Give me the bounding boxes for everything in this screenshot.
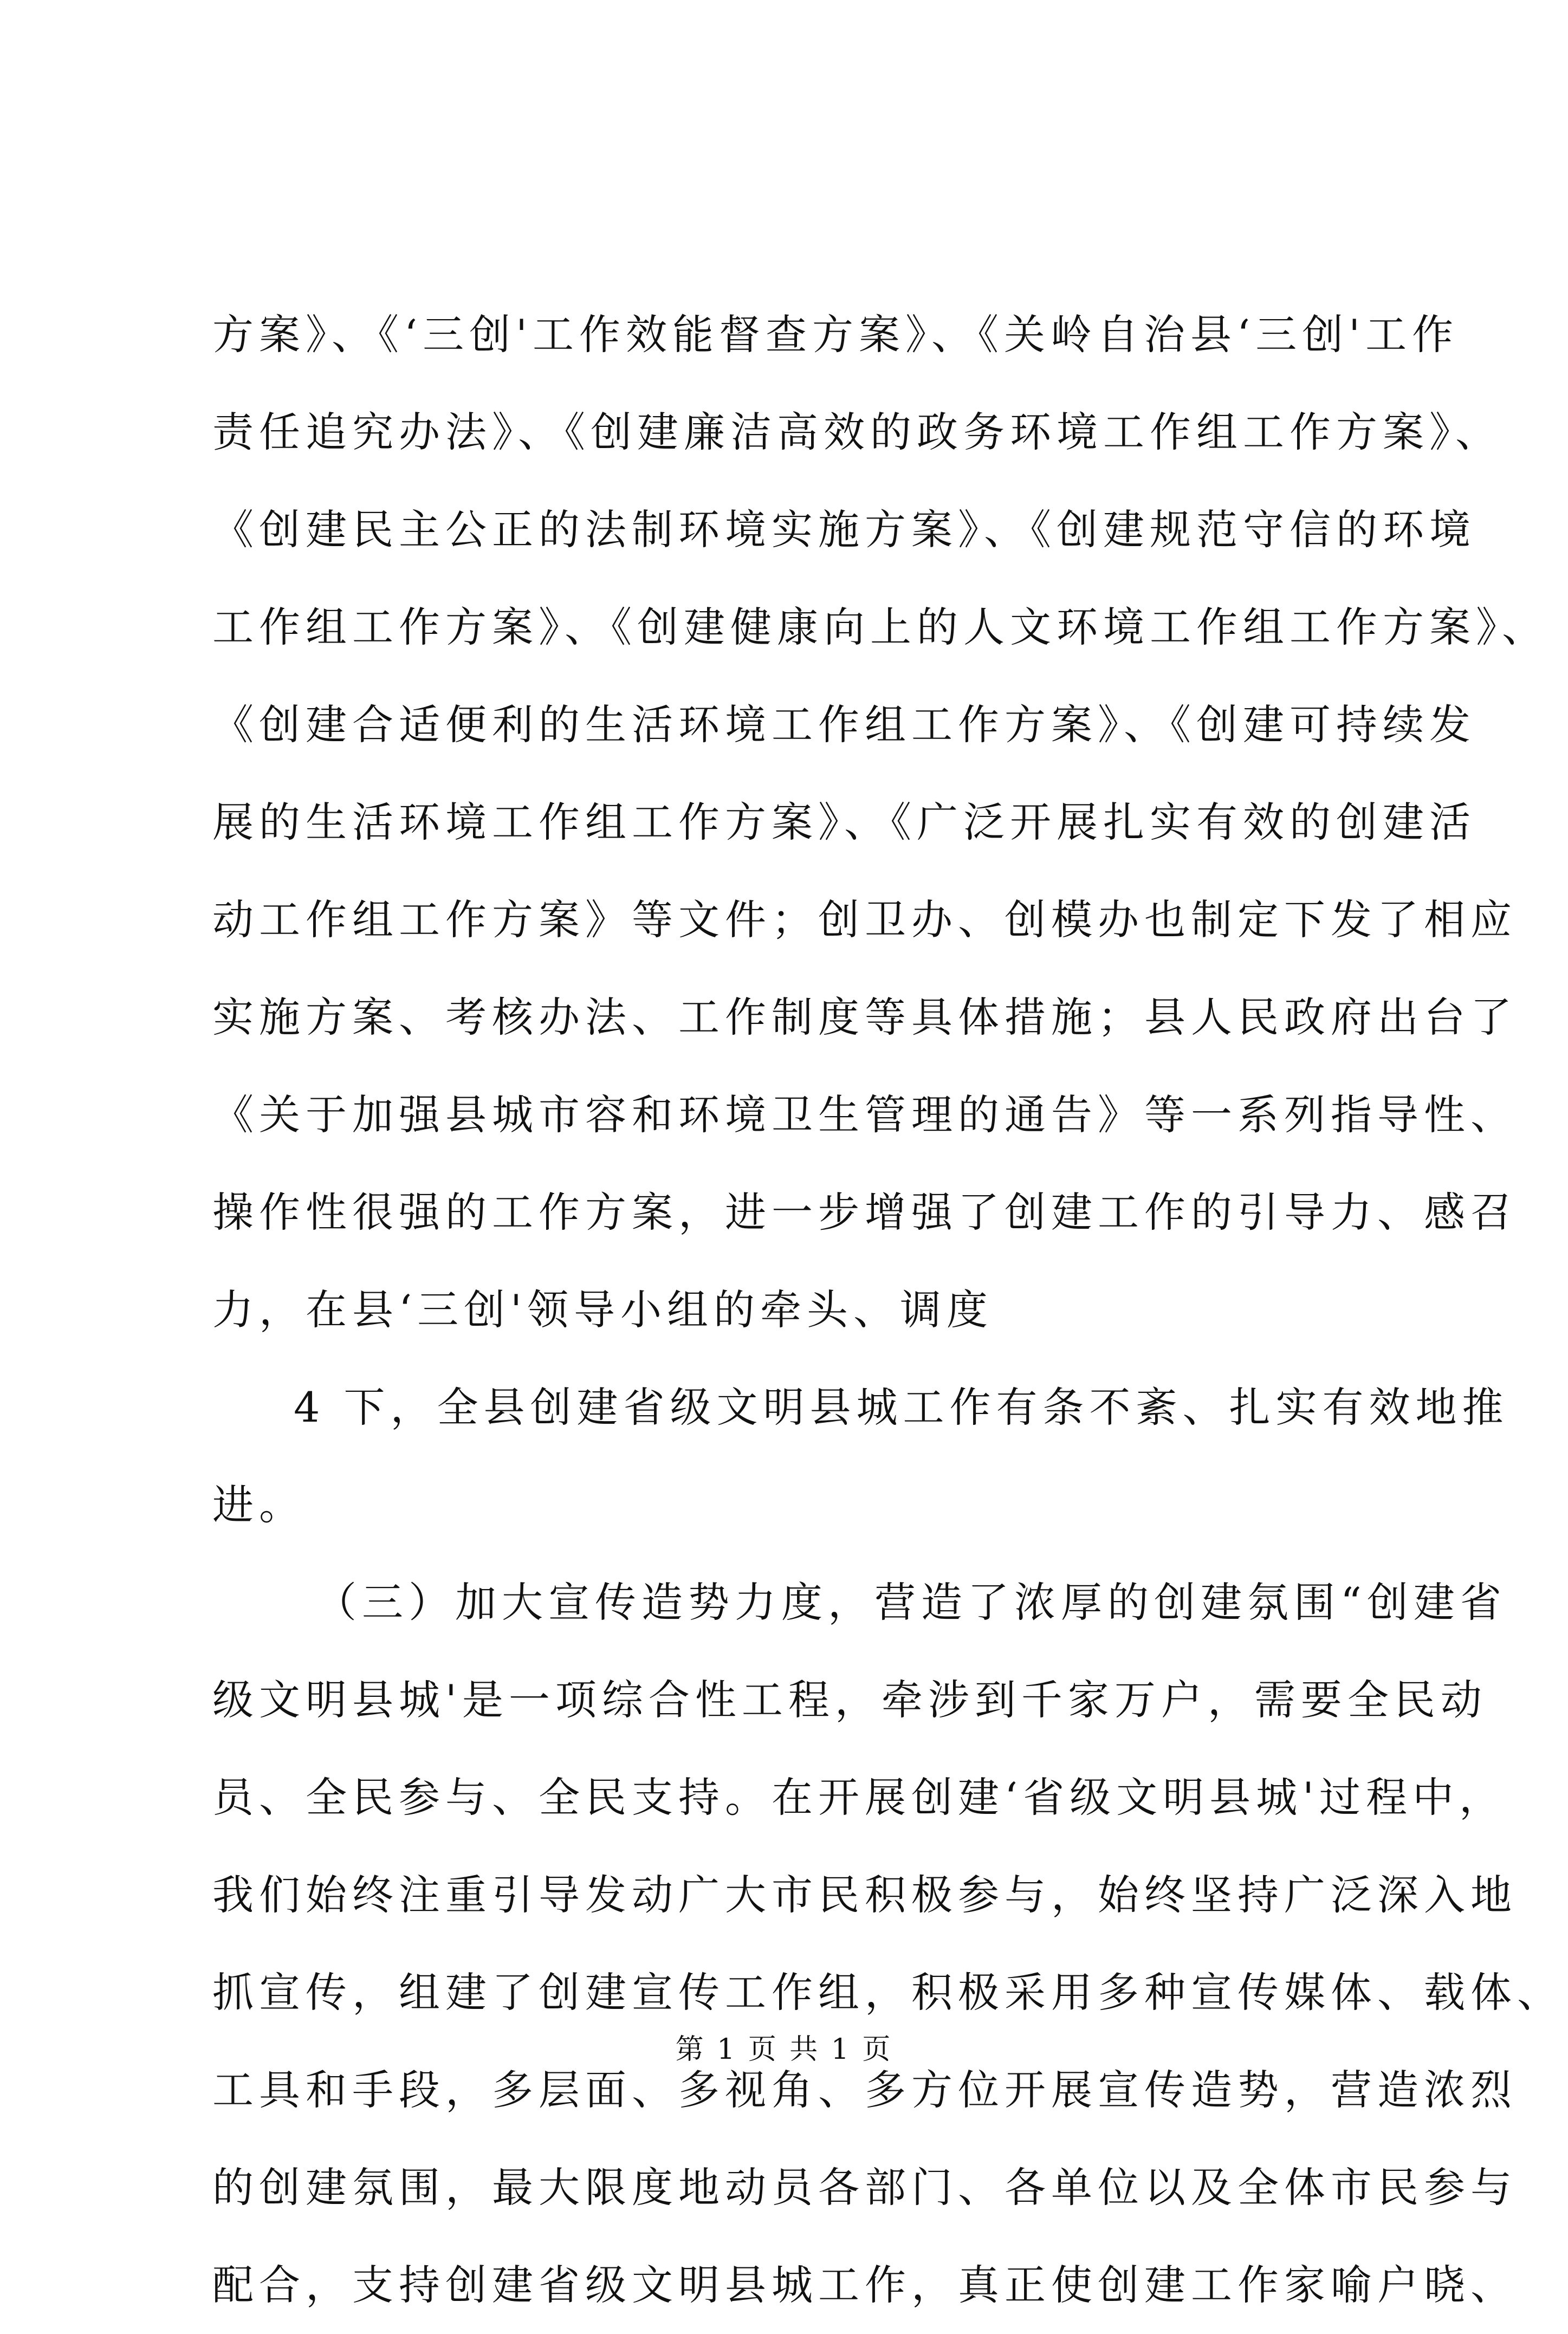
page-footer bbox=[0, 2031, 1568, 2069]
section-heading-line: （三）加大宣传造势力度，营造了浓厚的创建氛围“创建省 bbox=[315, 1578, 1507, 1626]
text-line: 4 下，全县创建省级文明县城工作有条不紊、扎实有效地推 bbox=[294, 1383, 1509, 1431]
text-line: 工作组工作方案》、《创建健康向上的人文环境工作组工作方案》、 bbox=[212, 603, 1548, 651]
text-line: 进。 bbox=[212, 1481, 306, 1529]
text-line: 操作性很强的工作方案，进一步增强了创建工作的引导力、感召 bbox=[212, 1188, 1517, 1236]
text-line: 工具和手段，多层面、多视角、多方位开展宣传造势，营造浓烈 bbox=[212, 2066, 1517, 2114]
page-number-label: 第 1 页 共 1 页 bbox=[675, 2033, 893, 2066]
text-line: 级文明县城'是一项综合性工程，牵涉到千家万户，需要全民动 bbox=[212, 1676, 1487, 1724]
text-line: 责任追究办法》、《创建廉洁高效的政务环境工作组工作方案》、 bbox=[212, 408, 1502, 456]
text-line: 方案》、《‘三创'工作效能督查方案》、《关岭自治县‘三创'工作 bbox=[212, 310, 1459, 359]
text-line: 《创建民主公正的法制环境实施方案》、《创建规范守信的环境 bbox=[212, 505, 1476, 554]
document-body bbox=[212, 286, 1564, 2334]
text-line: 动工作组工作方案》等文件；创卫办、创模办也制定下发了相应 bbox=[212, 896, 1517, 944]
text-line: 的创建氛围，最大限度地动员各部门、各单位以及全体市民参与 bbox=[212, 2163, 1517, 2212]
text-line: 《创建合适便利的生活环境工作组工作方案》、《创建可持续发 bbox=[212, 701, 1476, 749]
text-line: 《关于加强县城市容和环境卫生管理的通告》等一系列指导性、 bbox=[212, 1091, 1517, 1139]
text-line: 配合，支持创建省级文明县城工作，真正使创建工作家喻户晓、 bbox=[212, 2261, 1517, 2309]
text-line: 我们始终注重引导发动广大市民积极参与，始终坚持广泛深入地 bbox=[212, 1871, 1517, 1919]
text-line: 力，在县‘三创'领导小组的牵头、调度 bbox=[212, 1286, 994, 1334]
text-line: 实施方案、考核办法、工作制度等具体措施；县人民政府出台了 bbox=[212, 993, 1517, 1041]
text-line: 员、全民参与、全民支持。在开展创建‘省级文明县城'过程中， bbox=[212, 1773, 1506, 1821]
text-line: 展的生活环境工作组工作方案》、《广泛开展扎实有效的创建活 bbox=[212, 798, 1476, 846]
text-line: 抓宣传，组建了创建宣传工作组，积极采用多种宣传媒体、载体、 bbox=[212, 1968, 1564, 2017]
